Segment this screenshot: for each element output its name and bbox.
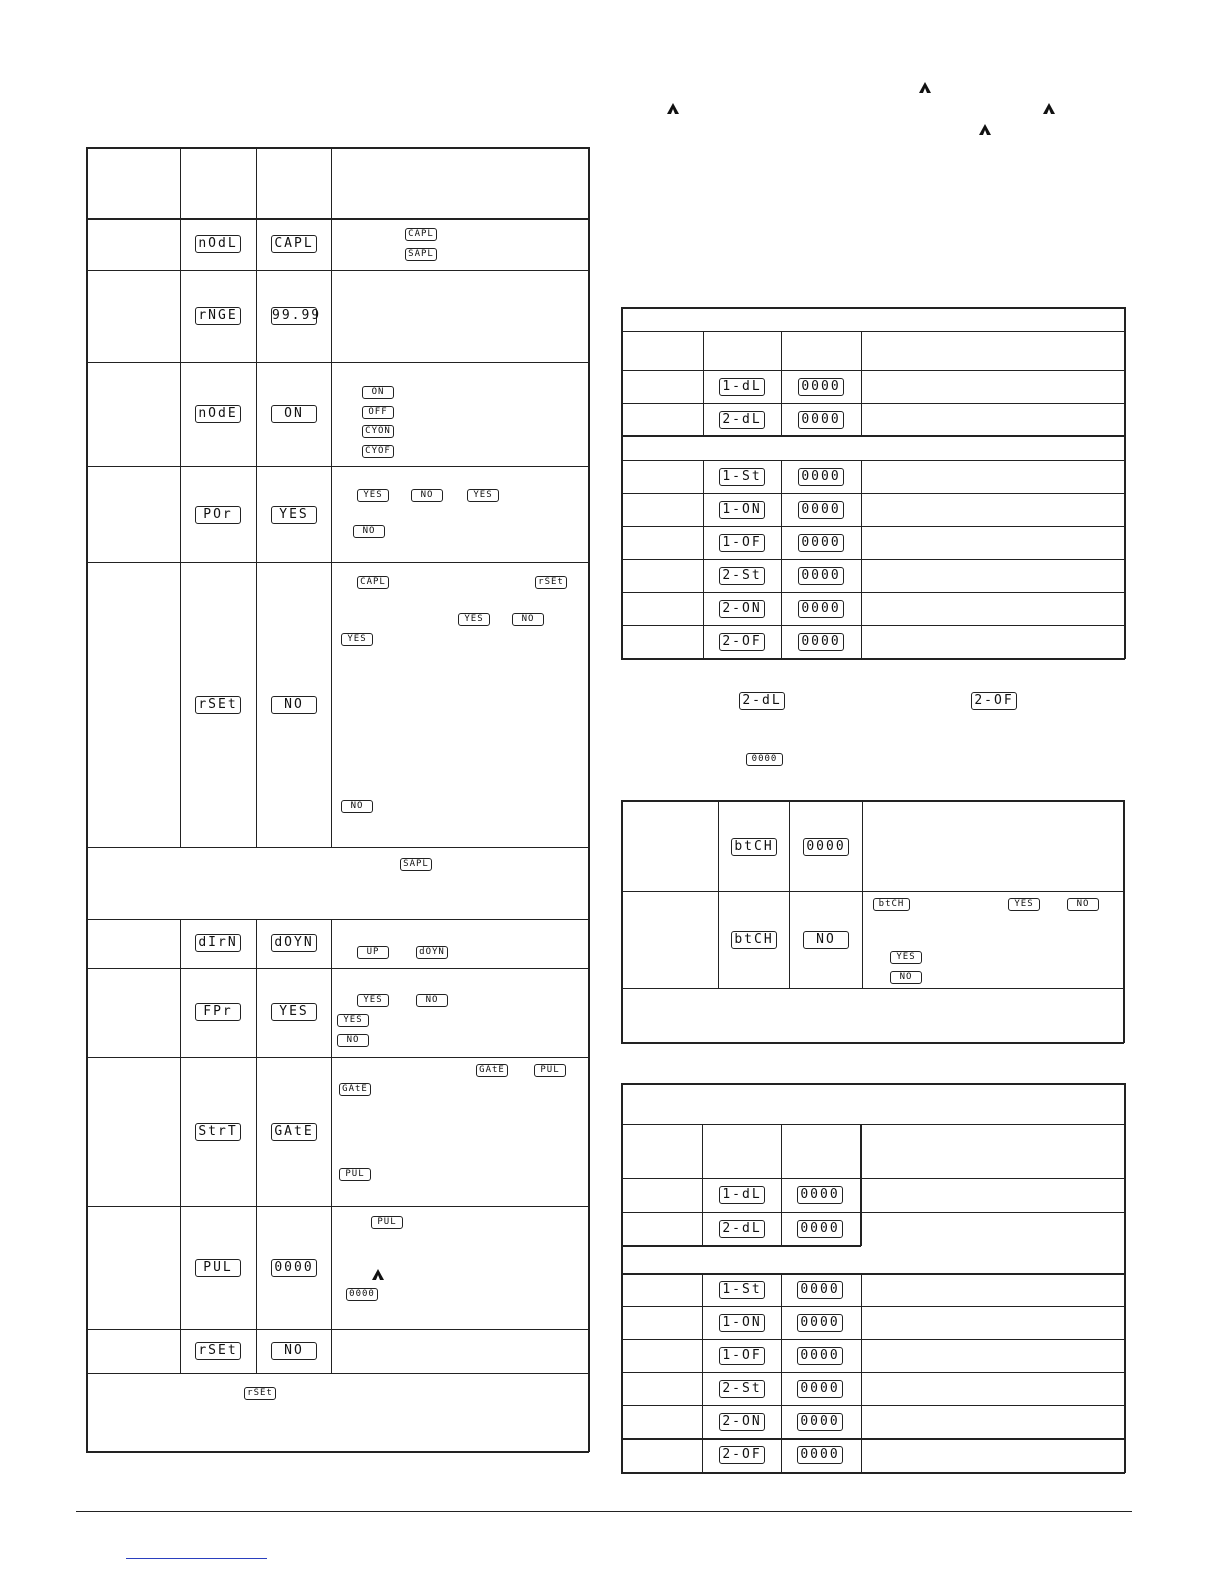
parameter-display: 2-dL — [719, 411, 765, 429]
option-display: CAPL — [405, 228, 437, 241]
value-display: 0000 — [797, 1314, 843, 1332]
value-display: 0000 — [798, 534, 844, 552]
value-display: 0000 — [798, 600, 844, 618]
option-display: btCH — [873, 898, 910, 911]
option-display: YES — [357, 489, 389, 502]
parameter-display: btCH — [731, 931, 777, 949]
option-display: ON — [362, 386, 394, 399]
parameter-display: 2-dL — [719, 1220, 765, 1238]
parameter-display: PUL — [195, 1259, 241, 1277]
option-display: dOYN — [416, 946, 448, 959]
option-display: CAPL — [357, 576, 389, 589]
option-display: NO — [341, 800, 373, 813]
option-display: NO — [890, 971, 922, 984]
parameter-display: rSEt — [195, 1342, 241, 1360]
option-display: OFF — [362, 406, 394, 419]
value-display: dOYN — [271, 934, 317, 952]
footer-link-underline[interactable] — [126, 1558, 267, 1559]
value-display: 0000 — [797, 1186, 843, 1204]
value-display: 0000 — [798, 567, 844, 585]
option-display: YES — [458, 613, 490, 626]
parameter-display: rSEt — [195, 696, 241, 714]
value-display: YES — [271, 506, 317, 524]
parameter-display: dIrN — [195, 934, 241, 952]
parameter-display: POr — [195, 506, 241, 524]
value-display: 0000 — [271, 1259, 317, 1277]
option-display: YES — [357, 994, 389, 1007]
value-display: NO — [271, 1342, 317, 1360]
option-display: NO — [1067, 898, 1099, 911]
footer-divider — [76, 1511, 1132, 1512]
parameter-display: nOdL — [195, 235, 241, 253]
option-display: NO — [353, 525, 385, 538]
value-display: YES — [271, 1003, 317, 1021]
parameter-display: StrT — [195, 1123, 241, 1141]
section-display: rSEt — [244, 1387, 276, 1400]
option-display: PUL — [339, 1168, 371, 1181]
inline-display: 0000 — [746, 753, 783, 766]
parameter-display: rNGE — [195, 307, 241, 325]
value-display: 0000 — [797, 1347, 843, 1365]
parameter-display: 1-OF — [719, 534, 765, 552]
parameter-display: 1-St — [719, 468, 765, 486]
value-display: 0000 — [798, 411, 844, 429]
parameter-display: 2-ON — [719, 600, 765, 618]
option-display: PUL — [371, 1216, 403, 1229]
parameter-display: 1-dL — [719, 1186, 765, 1204]
value-display: CAPL — [271, 235, 317, 253]
inline-display: 2-dL — [739, 692, 785, 710]
value-display: 0000 — [797, 1446, 843, 1464]
value-display: ON — [271, 405, 317, 423]
value-display: 0000 — [797, 1220, 843, 1238]
value-display: NO — [803, 931, 849, 949]
inline-display: 2-OF — [971, 692, 1017, 710]
value-display: 0000 — [797, 1380, 843, 1398]
option-display: YES — [467, 489, 499, 502]
option-display: NO — [512, 613, 544, 626]
option-display: NO — [337, 1034, 369, 1047]
value-display: 0000 — [798, 501, 844, 519]
option-display: NO — [416, 994, 448, 1007]
section-display: SAPL — [400, 858, 432, 871]
option-display: YES — [890, 951, 922, 964]
option-display: PUL — [534, 1064, 566, 1077]
parameter-display: 1-dL — [719, 378, 765, 396]
parameter-display: 2-St — [719, 567, 765, 585]
parameter-display: nOdE — [195, 405, 241, 423]
option-display: UP — [357, 946, 389, 959]
value-display: 99.99 — [272, 308, 322, 323]
value-display: 0000 — [798, 378, 844, 396]
parameter-display: 2-St — [719, 1380, 765, 1398]
parameter-display: 2-OF — [719, 1446, 765, 1464]
option-display: CYON — [362, 425, 394, 438]
option-display: rSEt — [535, 576, 567, 589]
value-display: 0000 — [803, 838, 849, 856]
parameter-display: 1-ON — [719, 1314, 765, 1332]
value-display: 0000 — [798, 468, 844, 486]
value-display: 0000 — [797, 1281, 843, 1299]
option-display: 0000 — [346, 1288, 378, 1301]
option-display: YES — [1008, 898, 1040, 911]
value-display: 0000 — [797, 1413, 843, 1431]
value-display: NO — [271, 696, 317, 714]
parameter-display: btCH — [731, 838, 777, 856]
parameter-display: 1-St — [719, 1281, 765, 1299]
parameter-display: 1-ON — [719, 501, 765, 519]
option-display: GAtE — [476, 1064, 508, 1077]
option-display: YES — [341, 633, 373, 646]
parameter-display: FPr — [195, 1003, 241, 1021]
value-display: GAtE — [271, 1123, 317, 1141]
option-display: SAPL — [405, 248, 437, 261]
option-display: GAtE — [339, 1083, 371, 1096]
parameter-display: 2-OF — [719, 633, 765, 651]
option-display: NO — [411, 489, 443, 502]
option-display: YES — [337, 1014, 369, 1027]
parameter-display: 1-OF — [719, 1347, 765, 1365]
parameter-display: 2-ON — [719, 1413, 765, 1431]
value-display: 0000 — [798, 633, 844, 651]
option-display: CYOF — [362, 445, 394, 458]
